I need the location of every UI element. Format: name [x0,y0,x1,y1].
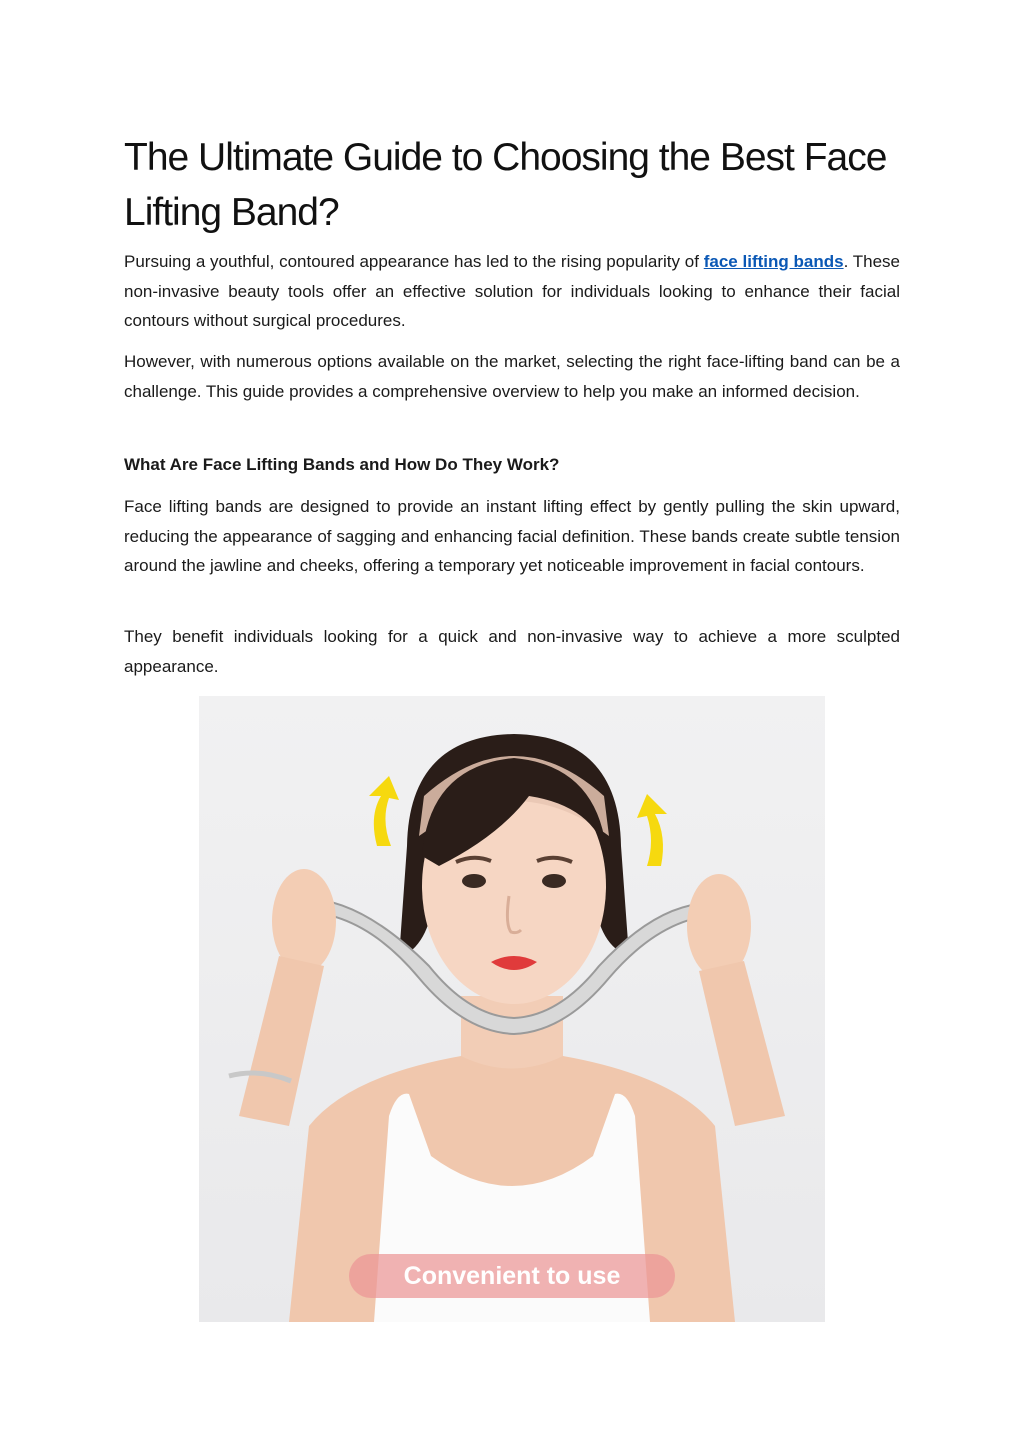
benefit-paragraph: They benefit individuals looking for a quick and non-invasive way to achieve a more sculpted appearance. [124,627,900,676]
intro-paragraph [124,247,900,336]
article-title: The Ultimate Guide to Choosing the Best Face Lifting Band? [124,136,887,234]
image-caption: Convenient to use [403,1262,621,1290]
how-it-works-paragraph: Face lifting bands are designed to provide an instant lifting effect by gently pulling the skin upward, reducing the appearance of sagging and enhancing facial definition. These bands create subtle tension around the jawline and cheeks, offering a temporary yet noticeable improvement in facial contours. [124,497,900,575]
options-paragraph: However, with numerous options available on the market, selecting the right face-lifting band can be a challenge. This guide provides a comprehensive overview to help you make an informed decision. [124,352,900,401]
left-lift-arrow-icon [369,776,399,846]
intro-text-end: . These non-invasive beauty tools offer an effective solution for individuals looking to enhance their facial contours without surgical procedures. [124,252,900,330]
face-lifting-bands-link[interactable]: face lifting bands [703,252,844,271]
section-heading: What Are Face Lifting Bands and How Do They Work? [124,455,560,474]
right-lift-arrow-icon [637,794,667,866]
product-photo [199,696,825,1322]
woman-wearing-face-band-illustration [199,696,825,1322]
intro-text-start: Pursuing a youthful, contoured appearance has led to the rising popularity of [124,252,704,271]
